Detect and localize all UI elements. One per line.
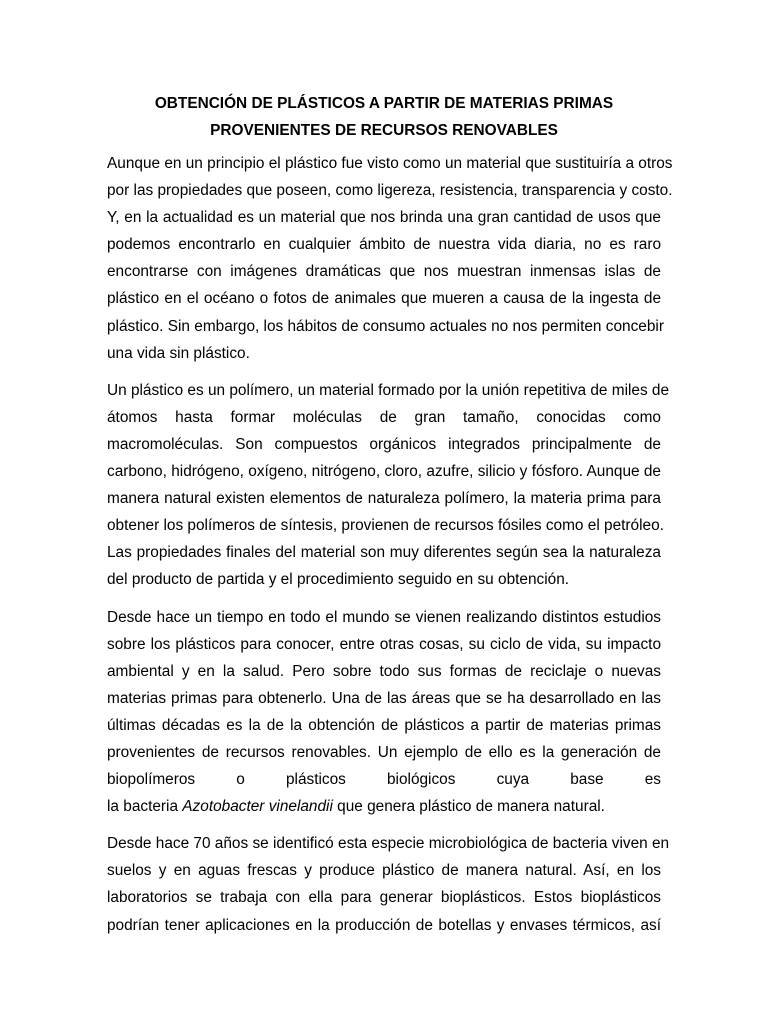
text-line: plástico en el océano o fotos de animales que mueren a causa de la ingesta de xyxy=(107,290,661,308)
text-line: Las propiedades finales del material son muy diferentes según sea la naturaleza xyxy=(107,544,661,562)
text-line: Y, en la actualidad es un material que nos brinda una gran cantidad de usos que xyxy=(107,209,661,227)
text-span: que genera plástico de manera natural. xyxy=(332,798,605,816)
text-line: sobre los plásticos para conocer, entre otras cosas, su ciclo de vida, su impacto xyxy=(107,635,661,653)
paragraph-1 xyxy=(107,150,673,367)
title-line-2: PROVENIENTES DE RECURSOS RENOVABLES xyxy=(210,122,558,139)
paragraph-2 xyxy=(107,377,670,594)
text-line: podemos encontrarlo en cualquier ámbito de nuestra vida diaria, no es raro xyxy=(107,236,661,254)
text-line: una vida sin plástico. xyxy=(107,344,250,362)
document-body xyxy=(107,90,673,949)
species-name: Azotobacter vinelandii xyxy=(182,798,333,816)
text-line: por las propiedades que poseen, como ligereza, resistencia, transparencia y costo. xyxy=(107,182,673,200)
paragraph-3 xyxy=(107,604,661,821)
text-line: podrían tener aplicaciones en la producción de botellas y envases térmicos, así xyxy=(107,916,661,934)
text-span: la bacteria xyxy=(107,798,183,816)
text-line: plástico. Sin embargo, los hábitos de consumo actuales no nos permiten concebir xyxy=(107,317,664,335)
text-line: provenientes de recursos renovables. Un ejemplo de ello es la generación de xyxy=(107,743,661,761)
paragraph-4 xyxy=(107,830,670,938)
text-line: laboratorios se trabaja con ella para generar bioplásticos. Estos bioplásticos xyxy=(107,889,661,907)
text-line: materias primas para obtenerlo. Una de las áreas que se ha desarrollado en las xyxy=(107,689,661,707)
text-line xyxy=(107,793,661,820)
text-line: Desde hace 70 años se identificó esta especie microbiológica de bacteria viven en xyxy=(107,835,670,853)
text-line: biopolímeros o plásticos biológicos cuya base es xyxy=(107,771,661,789)
title-line-1: OBTENCIÓN DE PLÁSTICOS A PARTIR DE MATERIAS PRIMAS xyxy=(154,95,614,112)
text-line: Un plástico es un polímero, un material formado por la unión repetitiva de miles de xyxy=(107,381,670,399)
text-line: últimas décadas es la de la obtención de plásticos a partir de materias primas xyxy=(107,716,661,734)
text-line: Aunque en un principio el plástico fue visto como un material que sustituiría a otros xyxy=(107,155,673,172)
text-line: carbono, hidrógeno, oxígeno, nitrógeno, cloro, azufre, silicio y fósforo. Aunque de xyxy=(107,463,661,481)
text-line: Desde hace un tiempo en todo el mundo se vienen realizando distintos estudios xyxy=(107,608,661,626)
text-line: obtener los polímeros de síntesis, provienen de recursos fósiles como el petróleo. xyxy=(107,517,664,535)
text-line: suelos y en aguas frescas y produce plástico de manera natural. Así, en los xyxy=(107,862,661,880)
text-line: del producto de partida y el procedimiento seguido en su obtención. xyxy=(107,571,570,589)
text-line: ambiental y en la salud. Pero sobre todo sus formas de reciclaje o nuevas xyxy=(107,662,661,680)
text-line: átomos hasta formar moléculas de gran tamaño, conocidas como xyxy=(107,408,661,426)
text-line: macromoléculas. Son compuestos orgánicos integrados principalmente de xyxy=(107,435,661,453)
text-line: encontrarse con imágenes dramáticas que nos muestran inmensas islas de xyxy=(107,263,661,281)
document-title xyxy=(107,90,661,144)
text-line: manera natural existen elementos de naturaleza polímero, la materia prima para xyxy=(107,490,661,508)
